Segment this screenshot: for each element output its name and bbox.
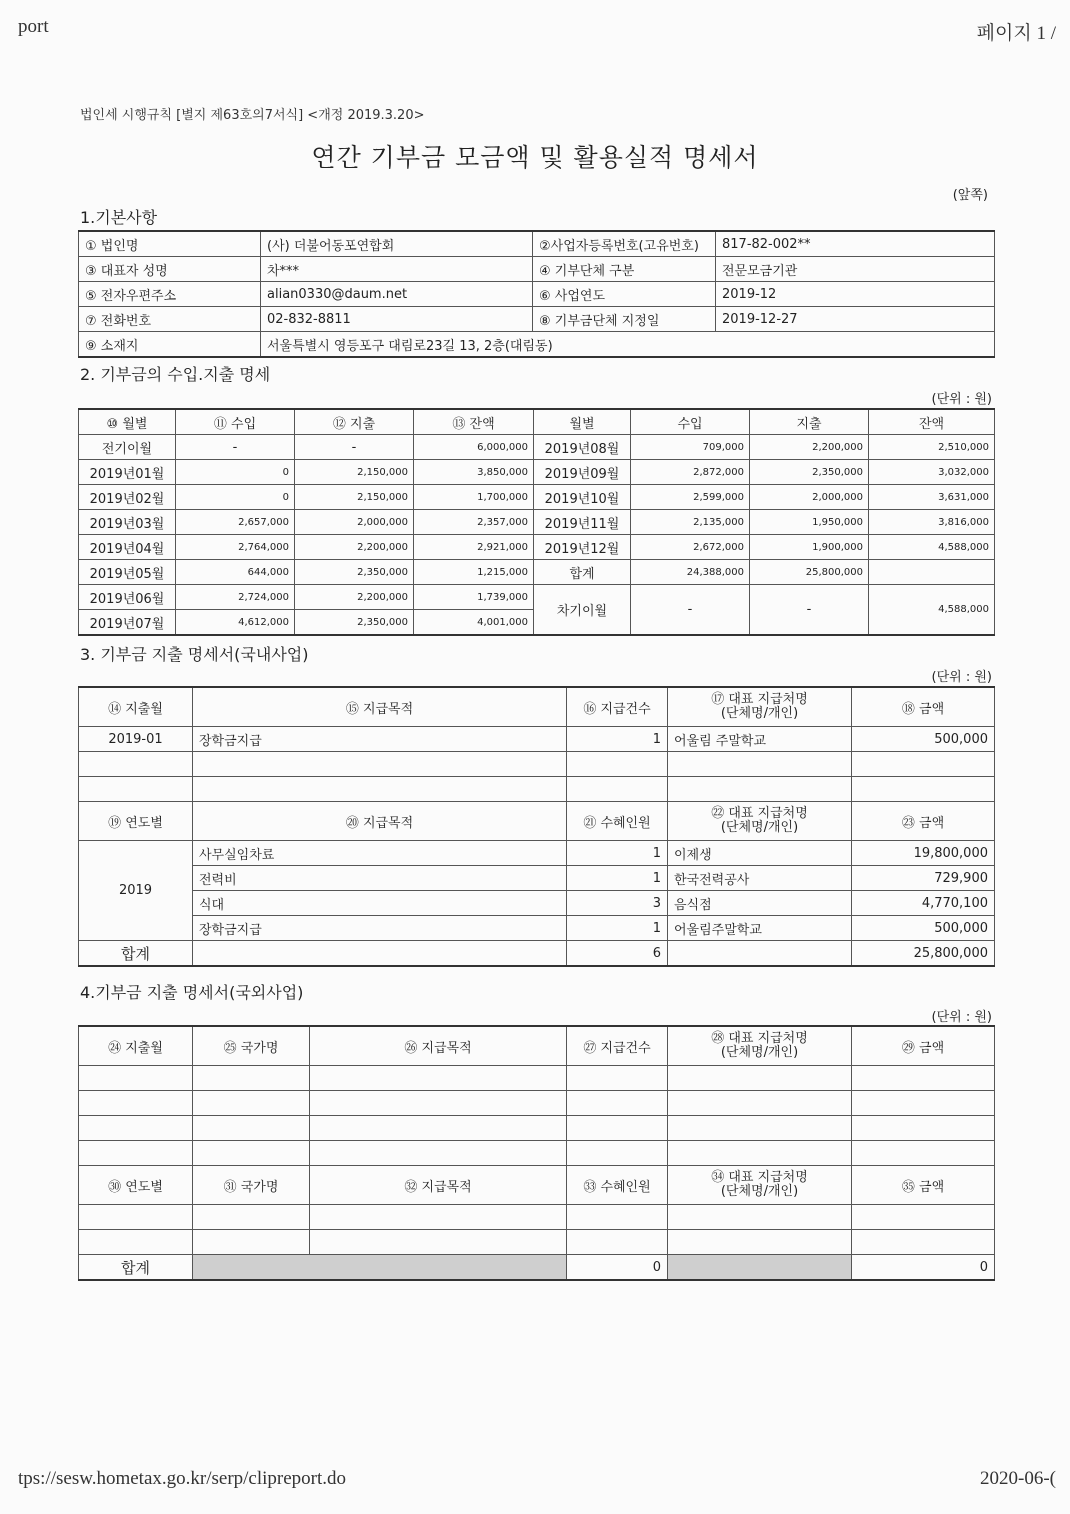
beneficiaries-cell: 1 [567, 841, 668, 866]
carry-forward-income: - [631, 585, 750, 636]
expense-cell: 2,350,000 [295, 560, 414, 585]
header-recipient-line1: ㉘ 대표 지급처명 [711, 1031, 808, 1046]
expense-cell: 1,950,000 [750, 510, 869, 535]
header-purpose-2: ⑳ 지급목적 [193, 802, 567, 841]
header-recipient-2-line1: ㉒ 대표 지급처명 [711, 806, 808, 821]
table-row [79, 535, 995, 560]
basic-row [79, 257, 995, 282]
amount-cell: 500,000 [852, 916, 995, 941]
value-fiscal-year: 2019-12 [716, 282, 995, 307]
income-cell: 644,000 [176, 560, 295, 585]
table-row [79, 460, 995, 485]
value-phone: 02-832-8811 [261, 307, 533, 332]
total-label: 합계 [79, 1255, 193, 1281]
balance-cell: 6,000,000 [414, 435, 534, 460]
header-balance-2: 잔액 [869, 409, 995, 435]
income-cell: 0 [176, 460, 295, 485]
month-cell: 2019년11월 [534, 510, 631, 535]
purpose-cell: 전력비 [193, 866, 567, 891]
expense-cell: 2,150,000 [295, 460, 414, 485]
header-row [79, 802, 995, 841]
expense-cell: 2,000,000 [295, 510, 414, 535]
income-cell: 4,612,000 [176, 610, 295, 636]
month-cell: 2019년12월 [534, 535, 631, 560]
header-year: ㉚ 연도별 [79, 1166, 193, 1205]
month-cell: 2019년10월 [534, 485, 631, 510]
balance-cell: 2,921,000 [414, 535, 534, 560]
label-rep-name: ③ 대표자 성명 [79, 257, 261, 282]
header-count: ⑯ 지급건수 [567, 687, 668, 727]
section2-title: 2. 기부금의 수입.지출 명세 [80, 365, 271, 384]
value-email: alian0330@daum.net [261, 282, 533, 307]
balance-cell: 3,631,000 [869, 485, 995, 510]
header-expense-2: 지출 [750, 409, 869, 435]
year-cell: 2019 [79, 841, 193, 941]
total-row [79, 941, 995, 967]
table-row [79, 510, 995, 535]
balance-cell: 3,816,000 [869, 510, 995, 535]
label-corp-name: ① 법인명 [79, 231, 261, 257]
total-row [79, 1255, 995, 1281]
section4-title: 4.기부금 지출 명세서(국외사업) [80, 983, 304, 1002]
table-row [79, 866, 995, 891]
header-beneficiaries: ㉝ 수혜인원 [567, 1166, 668, 1205]
value-rep-name: 차*** [261, 257, 533, 282]
header-expense-month: ㉔ 지출월 [79, 1026, 193, 1066]
expense-cell: 1,900,000 [750, 535, 869, 560]
recipient-cell: 한국전력공사 [668, 866, 852, 891]
header-row [79, 409, 995, 435]
balance-cell: 1,700,000 [414, 485, 534, 510]
header-recipient [668, 1026, 852, 1066]
header-row [79, 1026, 995, 1066]
table-row [79, 891, 995, 916]
table-row [79, 752, 995, 777]
count-cell: 1 [567, 727, 668, 752]
expense-cell: - [295, 435, 414, 460]
table-row [79, 1141, 995, 1166]
recipient-cell: 이제생 [668, 841, 852, 866]
table-row [79, 560, 995, 585]
header-purpose-2: ㉜ 지급목적 [310, 1166, 567, 1205]
total-label: 합계 [79, 941, 193, 967]
balance-cell: 3,850,000 [414, 460, 534, 485]
section1-title: 1.기본사항 [80, 208, 158, 227]
table-row [79, 1091, 995, 1116]
table-row [79, 1205, 995, 1230]
balance-cell: 1,215,000 [414, 560, 534, 585]
header-beneficiaries: ㉑ 수혜인원 [567, 802, 668, 841]
total-income: 24,388,000 [631, 560, 750, 585]
income-cell: 2,872,000 [631, 460, 750, 485]
expense-cell: 2,350,000 [295, 610, 414, 636]
table-row [79, 916, 995, 941]
purpose-cell: 식대 [193, 891, 567, 916]
total-expense: 25,800,000 [750, 560, 869, 585]
header-recipient-2 [668, 802, 852, 841]
recipient-cell: 음식점 [668, 891, 852, 916]
header-amount: ㉙ 금액 [852, 1026, 995, 1066]
header-month-2: 월별 [534, 409, 631, 435]
header-row [79, 1166, 995, 1205]
form-reference: 법인세 시행규칙 [별지 제63호의7서식] <개정 2019.3.20> [80, 108, 425, 123]
expense-month-cell: 2019-01 [79, 727, 193, 752]
carry-forward-expense: - [750, 585, 869, 636]
table-row [79, 727, 995, 752]
header-amount-2: ㉓ 금액 [852, 802, 995, 841]
income-cell: 2,599,000 [631, 485, 750, 510]
balance-cell: 4,001,000 [414, 610, 534, 636]
month-cell: 2019년06월 [79, 585, 176, 610]
income-cell: 2,672,000 [631, 535, 750, 560]
browser-header-left: port [18, 16, 49, 37]
income-cell: 2,135,000 [631, 510, 750, 535]
basic-row [79, 307, 995, 332]
label-phone: ⑦ 전화번호 [79, 307, 261, 332]
domestic-expense-table [78, 686, 995, 967]
table-row [79, 485, 995, 510]
header-recipient [668, 687, 852, 727]
label-org-type: ④ 기부단체 구분 [533, 257, 716, 282]
total-label: 합계 [534, 560, 631, 585]
carry-forward-label: 차기이월 [534, 585, 631, 636]
total-balance [869, 560, 995, 585]
header-income: ⑪ 수입 [176, 409, 295, 435]
section4-unit: (단위 : 원) [931, 1010, 992, 1025]
month-cell: 전기이월 [79, 435, 176, 460]
header-count: ㉗ 지급건수 [567, 1026, 668, 1066]
amount-cell: 4,770,100 [852, 891, 995, 916]
month-cell: 2019년07월 [79, 610, 176, 636]
table-row [79, 1230, 995, 1255]
purpose-cell: 사무실임차료 [193, 841, 567, 866]
value-org-type: 전문모금기관 [716, 257, 995, 282]
header-balance: ⑬ 잔액 [414, 409, 534, 435]
month-cell: 2019년04월 [79, 535, 176, 560]
purpose-cell: 장학금지급 [193, 916, 567, 941]
basic-row [79, 282, 995, 307]
header-amount-2: ㉟ 금액 [852, 1166, 995, 1205]
table-row [79, 435, 995, 460]
header-recipient-2-line2: (단체명/개인) [720, 820, 799, 835]
balance-cell: 1,739,000 [414, 585, 534, 610]
browser-header-right: 페이지 1 / [976, 23, 1056, 44]
month-cell: 2019년08월 [534, 435, 631, 460]
income-cell: 2,657,000 [176, 510, 295, 535]
basic-row [79, 332, 995, 358]
expense-cell: 2,200,000 [295, 535, 414, 560]
value-designation-date: 2019-12-27 [716, 307, 995, 332]
month-cell: 2019년01월 [79, 460, 176, 485]
income-expense-table [78, 408, 995, 636]
document-title: 연간 기부금 모금액 및 활용실적 명세서 [311, 143, 759, 172]
header-country: ㉕ 국가명 [193, 1026, 310, 1066]
label-fiscal-year: ⑥ 사업연도 [533, 282, 716, 307]
header-purpose: ㉖ 지급목적 [310, 1026, 567, 1066]
section3-unit: (단위 : 원) [931, 670, 992, 685]
section3-title: 3. 기부금 지출 명세서(국내사업) [80, 645, 309, 664]
side-note: (앞쪽) [952, 188, 988, 203]
income-cell: - [176, 435, 295, 460]
table-row [79, 1116, 995, 1141]
header-expense: ⑫ 지출 [295, 409, 414, 435]
balance-cell: 2,357,000 [414, 510, 534, 535]
header-recipient-line1: ⑰ 대표 지급처명 [711, 692, 808, 707]
header-recipient-line2: (단체명/개인) [720, 1045, 799, 1060]
header-recipient-line2: (단체명/개인) [720, 706, 799, 721]
beneficiaries-cell: 3 [567, 891, 668, 916]
balance-cell: 2,510,000 [869, 435, 995, 460]
header-amount: ⑱ 금액 [852, 687, 995, 727]
value-address: 서울특별시 영등포구 대림로23길 13, 2층(대림동) [261, 332, 995, 358]
header-recipient-2-line2: (단체명/개인) [720, 1184, 799, 1199]
recipient-cell: 어울림주말학교 [668, 916, 852, 941]
table-row [79, 777, 995, 802]
value-corp-name: (사) 더불어동포연합회 [261, 231, 533, 257]
value-biz-number: 817-82-002** [716, 231, 995, 257]
month-cell: 2019년02월 [79, 485, 176, 510]
income-cell: 709,000 [631, 435, 750, 460]
header-income-2: 수입 [631, 409, 750, 435]
total-amount: 0 [852, 1255, 995, 1281]
income-cell: 0 [176, 485, 295, 510]
label-address: ⑨ 소재지 [79, 332, 261, 358]
label-biz-number: ②사업자등록번호(고유번호) [533, 231, 716, 257]
header-recipient-2-line1: ㉞ 대표 지급처명 [711, 1170, 808, 1185]
beneficiaries-cell: 1 [567, 916, 668, 941]
total-shaded-cell [668, 1255, 852, 1281]
amount-cell: 729,900 [852, 866, 995, 891]
table-row [79, 585, 995, 610]
expense-cell: 2,150,000 [295, 485, 414, 510]
total-shaded-cell [193, 1255, 567, 1281]
foreign-expense-table [78, 1025, 995, 1281]
header-expense-month: ⑭ 지출월 [79, 687, 193, 727]
total-amount: 25,800,000 [852, 941, 995, 967]
table-row [79, 1066, 995, 1091]
expense-cell: 2,350,000 [750, 460, 869, 485]
header-row [79, 687, 995, 727]
header-year: ⑲ 연도별 [79, 802, 193, 841]
header-purpose: ⑮ 지급목적 [193, 687, 567, 727]
balance-cell: 3,032,000 [869, 460, 995, 485]
month-cell: 2019년05월 [79, 560, 176, 585]
table-row [79, 841, 995, 866]
label-email: ⑤ 전자우편주소 [79, 282, 261, 307]
header-country-2: ㉛ 국가명 [193, 1166, 310, 1205]
header-month: ⑩ 월별 [79, 409, 176, 435]
amount-cell: 500,000 [852, 727, 995, 752]
month-cell: 2019년09월 [534, 460, 631, 485]
income-cell: 2,764,000 [176, 535, 295, 560]
section2-unit: (단위 : 원) [931, 392, 992, 407]
balance-cell: 4,588,000 [869, 535, 995, 560]
expense-cell: 2,200,000 [295, 585, 414, 610]
label-designation-date: ⑧ 기부금단체 지정일 [533, 307, 716, 332]
amount-cell: 19,800,000 [852, 841, 995, 866]
recipient-cell: 어울림 주말학교 [668, 727, 852, 752]
footer-date: 2020-06-( [980, 1468, 1056, 1489]
expense-cell: 2,200,000 [750, 435, 869, 460]
beneficiaries-cell: 1 [567, 866, 668, 891]
income-cell: 2,724,000 [176, 585, 295, 610]
purpose-cell: 장학금지급 [193, 727, 567, 752]
basic-info-table [78, 230, 995, 358]
total-beneficiaries: 6 [567, 941, 668, 967]
basic-row [79, 231, 995, 257]
total-count: 0 [567, 1255, 668, 1281]
header-recipient-2 [668, 1166, 852, 1205]
expense-cell: 2,000,000 [750, 485, 869, 510]
carry-forward-balance: 4,588,000 [869, 585, 995, 636]
month-cell: 2019년03월 [79, 510, 176, 535]
footer-url: tps://sesw.hometax.go.kr/serp/clipreport.do [18, 1468, 347, 1489]
